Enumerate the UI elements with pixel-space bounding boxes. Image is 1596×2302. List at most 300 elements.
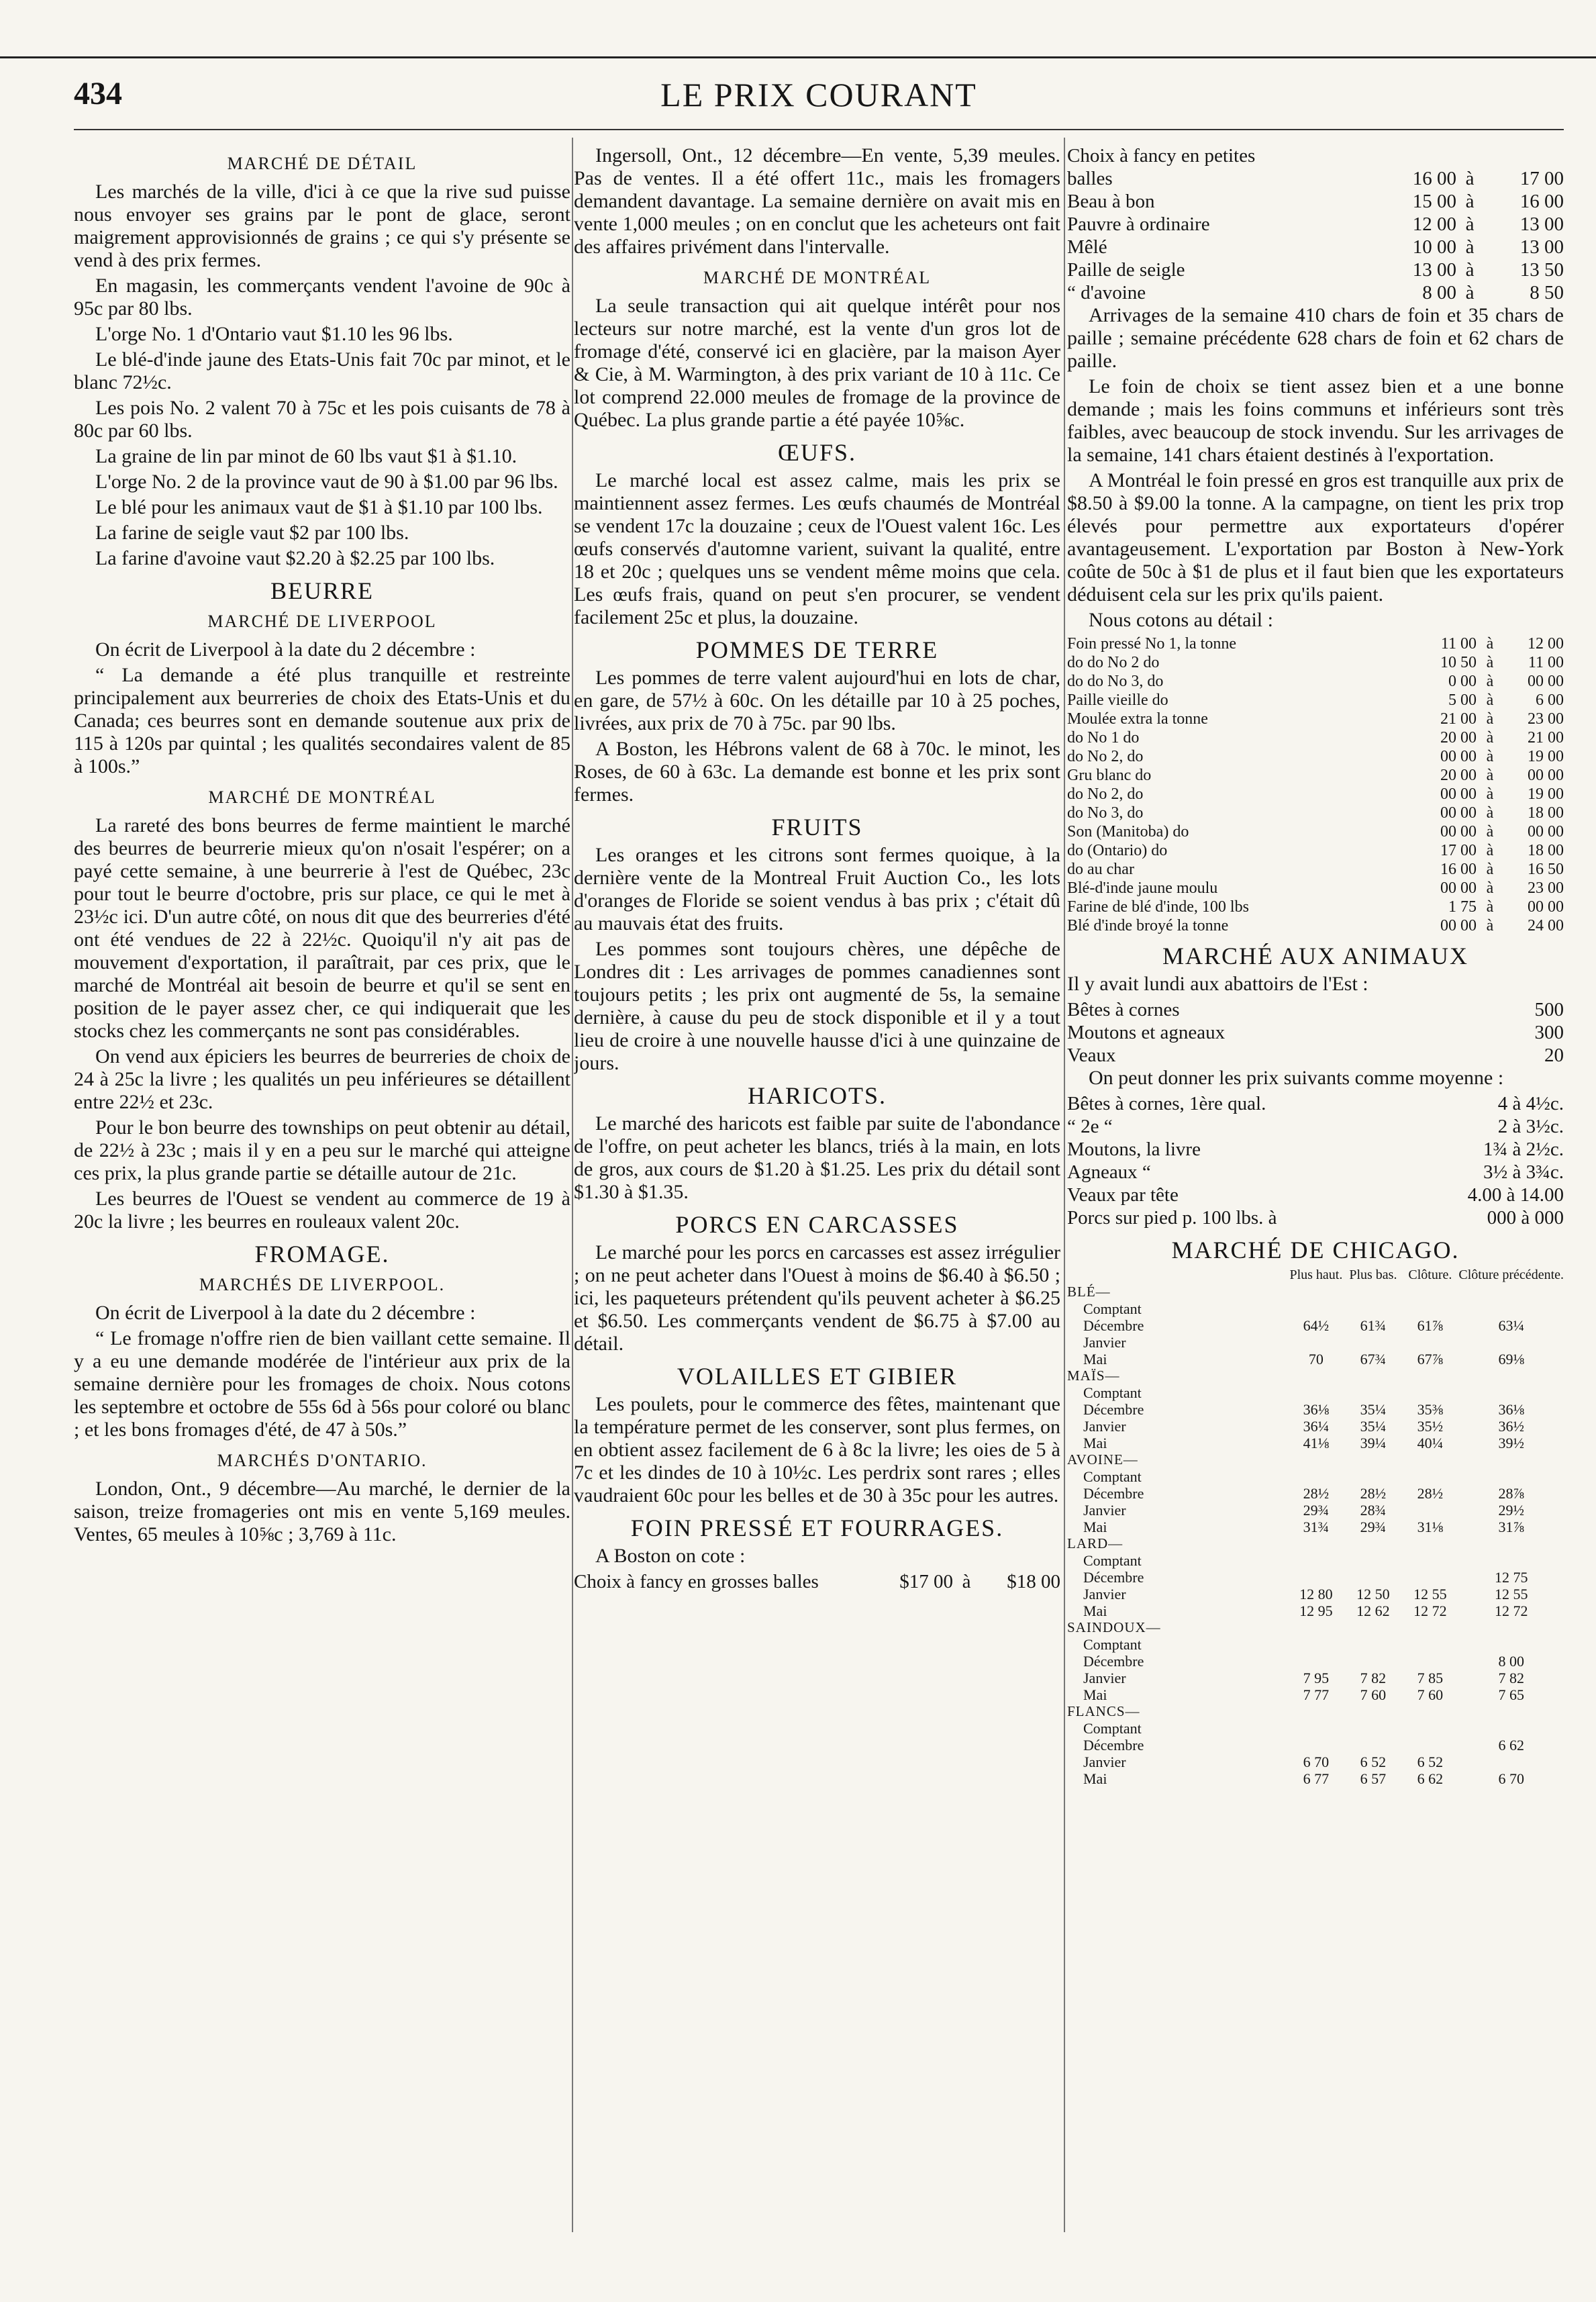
cell-value: 6 77 — [1303, 1770, 1330, 1787]
paragraph: Les pommes sont toujours chères, une dépêche de Londres dit : Les arrivages de pommes canadiennes sont toujours petits ; les prix ont augmenté de 5s, la semaine dernière, à cause du peu de stock disponible et il y a tout lieu de croire à une nouvelle hausse d'ici à une quinzaine de jours. — [574, 938, 1060, 1074]
row-label: Moutons, la livre — [1067, 1139, 1201, 1160]
table-row — [1067, 1569, 1564, 1586]
paragraph: La farine d'avoine vaut $2.20 à $2.25 par 100 lbs. — [95, 547, 495, 569]
row-label: Comptant — [1083, 1468, 1142, 1485]
paragraph: Les poulets, pour le commerce des fêtes, maintenant que la température permet de les conserver, sont plus fermes, on en obtient assez facilement de 6 à 8c la livre; les oies de 5 à 7c et les dindes de 10 à 10½c. Les perdrix sont rares ; elles vaudraient 60c pour les belles et de 30 à 35c pour les autres. — [574, 1393, 1060, 1506]
cell-value: 6 62 — [1498, 1737, 1524, 1754]
cell-value: 31¾ — [1303, 1519, 1330, 1535]
group-label: BLÉ— — [1067, 1284, 1111, 1300]
price-sep: à — [1465, 259, 1475, 281]
section-heading: MARCHÉ DE DÉTAIL — [227, 154, 417, 173]
price-low: 12 00 — [1412, 213, 1456, 235]
group-row — [1067, 1368, 1564, 1384]
table-row — [1067, 1138, 1564, 1161]
row-label: do No 3, do — [1067, 804, 1144, 822]
table-header-row — [1067, 1267, 1564, 1284]
cell-value: 40¼ — [1417, 1435, 1444, 1451]
paragraph: La rareté des bons beurres de ferme maintient le marché des beurres de beurrerie mieux qu'on n'osait l'espérer; on a payé cette semaine, à une beurrerie à l'est de Québec, 23c pour tout le beurre d'octobre, pris sur place, ce qui le met à 23½c ici. D'un autre côté, on nous dit que des beurreries d'été ont été vendues de 22 à 22½c. Quoiqu'il n'y ait pas de mouvement d'exportation, il paraîtrait, par ces prix, que le marché de Montréal ait besoin de beurre et qu'il se sent en position de le payer assez cher, ce qui indiquerait que les stocks chez les commerçants ne sont pas considérables. — [74, 814, 570, 1042]
cell-value: 7 95 — [1303, 1670, 1330, 1686]
row-label: Son (Manitoba) do — [1067, 823, 1189, 841]
row-label: Moutons et agneaux — [1067, 1022, 1226, 1043]
row-label: do No 2, do — [1067, 748, 1144, 765]
price-sep: à — [962, 1571, 971, 1592]
price-sep: à — [1486, 842, 1494, 859]
table-row — [1067, 1184, 1564, 1206]
row-label: Gru blanc do — [1067, 767, 1152, 784]
row-label: Janvier — [1083, 1754, 1126, 1770]
cell-value — [1401, 1468, 1458, 1485]
paragraph: Arrivages de la semaine 410 chars de foin et 35 chars de paille ; semaine précédente 628 chars de foin et 62 chars de paille. — [1067, 304, 1564, 372]
row-label: do do No 2 do — [1067, 654, 1160, 671]
cell-value: 12 55 — [1413, 1586, 1447, 1602]
cell-value — [1401, 1300, 1458, 1317]
cell-value: 7 82 — [1498, 1670, 1524, 1686]
price-sep: à — [1465, 168, 1475, 189]
price-high: 18 00 — [1528, 804, 1564, 822]
cell-value: 41⅛ — [1303, 1435, 1330, 1451]
row-label: Beau à bon — [1067, 191, 1155, 212]
paragraph: Le blé pour les animaux vaut de $1 à $1.10 par 100 lbs. — [95, 496, 543, 518]
paragraph: “ Le fromage n'offre rien de bien vaillant cette semaine. Il y a eu une demande modérée de l'intérieur aux prix de la semaine dernière pour les fromages de choix. Nous cotons les septembre et octobre de 55s 6d à 56s pour coloré ou blanc ; et les bons fromages d'été, de 47 à 50s.” — [74, 1327, 570, 1441]
table-row — [1067, 747, 1564, 766]
price-high: 13 50 — [1519, 259, 1564, 281]
table-row — [1067, 1418, 1564, 1435]
row-label: Choix à fancy en grosses balles — [574, 1571, 819, 1592]
price-high: 19 00 — [1528, 748, 1564, 765]
table-row — [1067, 144, 1564, 167]
table-row — [1067, 672, 1564, 691]
section-heading: POMMES DE TERRE — [695, 636, 939, 663]
row-label: Veaux — [1067, 1045, 1116, 1066]
price-low: 13 00 — [1412, 259, 1456, 281]
table-row — [1067, 1384, 1564, 1401]
foin-table-continued — [1067, 144, 1564, 304]
row-label: Comptant — [1083, 1384, 1142, 1401]
price-sep: à — [1486, 879, 1494, 897]
price-low: $17 00 — [899, 1571, 953, 1592]
table-row — [1067, 1720, 1564, 1737]
subsection-heading: MARCHÉS D'ONTARIO. — [217, 1451, 428, 1470]
row-value: 20 — [1544, 1045, 1564, 1066]
abattoir-table — [1067, 998, 1564, 1067]
table-row — [1067, 1519, 1564, 1535]
table-row — [1067, 1334, 1564, 1351]
price-high: 19 00 — [1528, 785, 1564, 803]
price-low: 21 00 — [1440, 710, 1477, 728]
group-row — [1067, 1284, 1564, 1300]
column-1 — [74, 144, 570, 1549]
table-row — [1067, 213, 1564, 236]
row-label: Paille de seigle — [1067, 259, 1185, 281]
price-high: $18 00 — [1007, 1571, 1060, 1592]
section-heading: MARCHÉ AUX ANIMAUX — [1162, 943, 1469, 969]
cell-value: 7 60 — [1417, 1686, 1444, 1703]
table-row — [574, 1570, 1060, 1593]
page-header — [74, 75, 1564, 122]
table-row — [1067, 258, 1564, 281]
row-label: Décembre — [1083, 1485, 1144, 1502]
table-row — [1067, 822, 1564, 841]
table-row — [1067, 841, 1564, 860]
section-heading: PORCS EN CARCASSES — [675, 1211, 959, 1238]
paragraph: On écrit de Liverpool à la date du 2 décembre : — [95, 638, 476, 661]
cell-value — [1344, 1720, 1401, 1737]
table-row — [1067, 1636, 1564, 1653]
price-sep: à — [1486, 861, 1494, 878]
row-label: Mai — [1083, 1351, 1107, 1368]
paragraph: London, Ont., 9 décembre—Au marché, le dernier de la saison, treize fromageries ont mis en vente 5,169 meules. Ventes, 65 meules à 10⅝c ; 3,769 à 11c. — [74, 1478, 570, 1545]
cell-value — [1401, 1502, 1458, 1519]
table-row — [1067, 1115, 1564, 1138]
cell-value: 7 85 — [1417, 1670, 1444, 1686]
price-low: 16 00 — [1412, 168, 1456, 189]
cell-value — [1401, 1720, 1458, 1737]
cell-value: 64½ — [1303, 1317, 1330, 1334]
top-rule — [0, 56, 1596, 58]
table-row — [1067, 634, 1564, 653]
paragraph: Nous cotons au détail : — [1089, 609, 1273, 631]
table-row — [1067, 1044, 1564, 1067]
price-sep: à — [1486, 673, 1494, 690]
cell-value — [1458, 1636, 1564, 1653]
cell-value — [1458, 1754, 1564, 1770]
row-value: 4 à 4½c. — [1497, 1093, 1564, 1114]
price-low: 10 00 — [1412, 236, 1456, 258]
row-label: Bêtes à cornes — [1067, 999, 1180, 1020]
price-high: 00 00 — [1528, 898, 1564, 916]
detail-price-table — [1067, 634, 1564, 935]
paragraph: En magasin, les commerçants vendent l'avoine de 90c à 95c par 80 lbs. — [74, 275, 570, 320]
price-low: 17 00 — [1440, 842, 1477, 859]
section-heading: ŒUFS. — [777, 439, 857, 466]
cell-value: 7 65 — [1498, 1686, 1524, 1703]
cell-value — [1401, 1737, 1458, 1754]
group-label: FLANCS— — [1067, 1703, 1140, 1719]
price-high: 16 50 — [1528, 861, 1564, 878]
cell-value — [1344, 1636, 1401, 1653]
row-label: Farine de blé d'inde, 100 lbs — [1067, 898, 1249, 916]
group-label: MAÏS— — [1067, 1368, 1120, 1384]
row-label: do do No 3, do — [1067, 673, 1164, 690]
price-sep: à — [1486, 691, 1494, 709]
table-row — [1067, 1485, 1564, 1502]
row-value: 2 à 3½c. — [1497, 1116, 1564, 1137]
cell-value — [1287, 1720, 1344, 1737]
cell-value — [1344, 1737, 1401, 1754]
paragraph: Les oranges et les citrons sont fermes quoique, à la dernière vente de la Montreal Fruit Auction Co., les lots d'oranges de Floride se soient vendus à bas prix ; c'était dû au mauvais état des fruits. — [574, 844, 1060, 934]
cell-value — [1401, 1569, 1458, 1586]
row-label: Décembre — [1083, 1653, 1144, 1670]
row-label: do No 2, do — [1067, 785, 1144, 803]
cell-value: 31⅞ — [1498, 1519, 1524, 1535]
cell-value — [1344, 1653, 1401, 1670]
price-sep: à — [1486, 635, 1494, 653]
row-label: Agneaux “ — [1067, 1161, 1151, 1183]
group-row — [1067, 1703, 1564, 1720]
price-low: 10 50 — [1440, 654, 1477, 671]
column-3 — [1067, 144, 1564, 1787]
table-row — [1067, 1021, 1564, 1044]
cell-value — [1458, 1720, 1564, 1737]
table-row — [1067, 1770, 1564, 1787]
cell-value: 67⅞ — [1417, 1351, 1444, 1368]
cell-value: 6 70 — [1498, 1770, 1524, 1787]
cell-value: 67¾ — [1360, 1351, 1387, 1368]
price-low: 00 00 — [1440, 879, 1477, 897]
foin-table — [574, 1570, 1060, 1593]
cell-value — [1287, 1552, 1344, 1569]
table-row — [1067, 1317, 1564, 1334]
paragraph: On peut donner les prix suivants comme moyenne : — [1089, 1067, 1504, 1089]
row-label: Porcs sur pied p. 100 lbs. à — [1067, 1207, 1277, 1229]
column-divider — [1064, 138, 1065, 2232]
header-rule — [74, 129, 1564, 130]
price-high: 6 00 — [1536, 691, 1564, 709]
cell-value: 35¼ — [1360, 1401, 1387, 1418]
table-row — [1067, 653, 1564, 672]
group-row — [1067, 1619, 1564, 1636]
price-high — [1483, 144, 1564, 167]
cell-value — [1287, 1569, 1344, 1586]
table-row — [1067, 785, 1564, 804]
header-plus-bas: Plus bas. — [1349, 1267, 1397, 1282]
cell-value: 63¼ — [1498, 1317, 1524, 1334]
subsection-heading: MARCHÉ DE LIVERPOOL — [207, 612, 437, 631]
table-row — [1067, 1468, 1564, 1485]
price-sep: à — [1486, 710, 1494, 728]
row-label: Décembre — [1083, 1401, 1144, 1418]
cell-value: 36⅛ — [1498, 1401, 1524, 1418]
price-sep: à — [1486, 729, 1494, 747]
cell-value: 12 72 — [1413, 1602, 1447, 1619]
paragraph: La seule transaction qui ait quelque intérêt pour nos lecteurs sur notre marché, est la vente d'un gros lot de fromage d'été, conservé ici en glacière, par la maison Ayer & Cie, à M. Warmington, à des prix variant de 10 à 11c. Ce lot comprend 22.000 meules de fromage de la province de Québec. La plus grande partie a été payée 10⅝c. — [574, 295, 1060, 431]
cell-value — [1458, 1468, 1564, 1485]
row-label: Comptant — [1083, 1720, 1142, 1737]
row-label: do No 1 do — [1067, 729, 1140, 747]
cell-value — [1458, 1552, 1564, 1569]
price-high: 21 00 — [1528, 729, 1564, 747]
cell-value: 6 52 — [1417, 1754, 1444, 1770]
table-row — [1067, 879, 1564, 898]
section-heading: FOIN PRESSÉ ET FOURRAGES. — [630, 1515, 1004, 1541]
table-row — [1067, 998, 1564, 1021]
section-heading: FRUITS — [771, 814, 863, 841]
cell-value: 12 95 — [1299, 1602, 1333, 1619]
section-heading: VOLAILLES ET GIBIER — [677, 1363, 958, 1390]
cell-value — [1401, 1334, 1458, 1351]
price-high: 23 00 — [1528, 710, 1564, 728]
header-cloture: Clôture. — [1408, 1267, 1452, 1282]
row-label: “ d'avoine — [1067, 282, 1146, 303]
chicago-market-table — [1067, 1267, 1564, 1787]
paragraph: Les marchés de la ville, d'ici à ce que la rive sud puisse nous envoyer ses grains par le pont de glace, seront maigrement approvisionnés de grains ; ce qui s'y présente se vend à des prix fermes. — [74, 181, 570, 271]
cell-value: 69⅛ — [1498, 1351, 1524, 1368]
paragraph: L'orge No. 2 de la province vaut de 90 à $1.00 par 96 lbs. — [95, 471, 558, 493]
table-row — [1067, 916, 1564, 935]
table-row — [1067, 1754, 1564, 1770]
header-cloture-precedente: Clôture précédente. — [1458, 1267, 1564, 1282]
price-sep: à — [1465, 213, 1475, 235]
cell-value — [1287, 1653, 1344, 1670]
row-label: Comptant — [1083, 1636, 1142, 1653]
table-row — [1067, 804, 1564, 822]
price-high: 23 00 — [1528, 879, 1564, 897]
cell-value — [1287, 1384, 1344, 1401]
paragraph: Pour le bon beurre des townships on peut obtenir au détail, de 22½ à 23c ; mais il y en a peu sur le marché qui atteigne ces prix, la plus grande partie se détaille autour de 21c. — [74, 1116, 570, 1184]
cell-value — [1401, 1636, 1458, 1653]
paragraph: “ La demande a été plus tranquille et restreinte principalement aux beurreries de choix des Etats-Unis et du Canada; ces beurres sont en demande soutenue aux prix de 115 à 120s par quintal ; les qualités secondaires valent de 85 à 100s.” — [74, 664, 570, 777]
cell-value: 70 — [1308, 1351, 1324, 1368]
header-blank — [1067, 1267, 1287, 1284]
section-heading: BEURRE — [270, 577, 374, 604]
price-sep: à — [1486, 823, 1494, 841]
price-sep: à — [1465, 236, 1475, 258]
price-low: 8 00 — [1422, 282, 1456, 303]
table-row — [1067, 1401, 1564, 1418]
row-label: do (Ontario) do — [1067, 842, 1168, 859]
cell-value: 7 82 — [1360, 1670, 1387, 1686]
table-row — [1067, 167, 1564, 190]
row-label: Comptant — [1083, 1300, 1142, 1317]
cell-value — [1401, 1384, 1458, 1401]
cell-value: 35⅜ — [1417, 1401, 1444, 1418]
group-label: SAINDOUX— — [1067, 1619, 1161, 1635]
row-label: Décembre — [1083, 1569, 1144, 1586]
row-label: Mai — [1083, 1602, 1107, 1619]
row-label: Mai — [1083, 1770, 1107, 1787]
section-heading: MARCHÉ DE CHICAGO. — [1171, 1237, 1460, 1263]
row-label: Janvier — [1083, 1670, 1126, 1686]
row-value: 1¾ à 2½c. — [1483, 1139, 1564, 1160]
row-label: Pauvre à ordinaire — [1067, 213, 1210, 235]
cell-value: 12 62 — [1356, 1602, 1390, 1619]
cell-value: 6 70 — [1303, 1754, 1330, 1770]
group-label: AVOINE— — [1067, 1451, 1138, 1468]
subsection-heading: MARCHÉ DE MONTRÉAL — [208, 787, 436, 807]
row-label: Mai — [1083, 1519, 1107, 1535]
table-row — [1067, 1092, 1564, 1115]
table-row — [1067, 1686, 1564, 1703]
row-label: Foin pressé No 1, la tonne — [1067, 635, 1236, 653]
price-sep: à — [1465, 191, 1475, 212]
table-row — [1067, 1602, 1564, 1619]
table-row — [1067, 1161, 1564, 1184]
cell-value — [1344, 1569, 1401, 1586]
row-value: 3½ à 3¾c. — [1483, 1161, 1564, 1183]
group-row — [1067, 1451, 1564, 1468]
cell-value: 28½ — [1417, 1485, 1444, 1502]
table-row — [1067, 728, 1564, 747]
price-low: 00 00 — [1440, 748, 1477, 765]
paragraph: Le blé-d'inde jaune des Etats-Unis fait 70c par minot, et le blanc 72½c. — [74, 348, 570, 393]
row-label: Comptant — [1083, 1552, 1142, 1569]
row-label: Veaux par tête — [1067, 1184, 1179, 1206]
price-sep: à — [1486, 767, 1494, 784]
paragraph: Le marché des haricots est faible par suite de l'abondance de l'offre, on peut acheter les blancs, triés à la main, en lots de gros, aux cours de $1.20 à $1.25. Les prix du détail sont $1.30 à $1.35. — [574, 1112, 1060, 1203]
table-row — [1067, 766, 1564, 785]
cell-value — [1287, 1468, 1344, 1485]
header-plus-haut: Plus haut. — [1289, 1267, 1343, 1282]
cell-value: 29¾ — [1303, 1502, 1330, 1519]
table-row — [1067, 1670, 1564, 1686]
row-label: “ 2e “ — [1067, 1116, 1113, 1137]
price-high: 13 00 — [1519, 236, 1564, 258]
table-row — [1067, 1653, 1564, 1670]
price-high: 24 00 — [1528, 917, 1564, 934]
price-low: 5 00 — [1448, 691, 1477, 709]
cell-value: 29½ — [1498, 1502, 1524, 1519]
paragraph: A Montréal le foin pressé en gros est tranquille aux prix de $8.50 à $9.00 la tonne. A la campagne, on tient les prix trop élevés pour permettre aux exportateurs d'opérer avantageusement. L'exportation par Boston à New-York coûte de 50c à $1 de plus et il faut bien que les exportateurs déduisent cela sur les prix qu'ils paient. — [1067, 469, 1564, 606]
cell-value — [1401, 1653, 1458, 1670]
cell-value: 7 77 — [1303, 1686, 1330, 1703]
cell-value: 6 62 — [1417, 1770, 1444, 1787]
cell-value — [1287, 1737, 1344, 1754]
table-row — [1067, 1435, 1564, 1451]
table-row — [1067, 898, 1564, 916]
group-label: LARD— — [1067, 1535, 1124, 1551]
price-low: 20 00 — [1440, 729, 1477, 747]
row-label: Mai — [1083, 1686, 1107, 1703]
price-low — [1376, 144, 1456, 167]
row-label: do au char — [1067, 861, 1134, 878]
cell-value: 28½ — [1303, 1485, 1330, 1502]
table-row — [1067, 190, 1564, 213]
cell-value: 39¼ — [1360, 1435, 1387, 1451]
price-sep: à — [1486, 748, 1494, 765]
row-label: Décembre — [1083, 1317, 1144, 1334]
table-row — [1067, 710, 1564, 728]
row-label: Bêtes à cornes, 1ère qual. — [1067, 1093, 1266, 1114]
paragraph: Les pois No. 2 valent 70 à 75c et les pois cuisants de 78 à 80c par 60 lbs. — [74, 397, 570, 442]
cell-value: 12 80 — [1299, 1586, 1333, 1602]
price-high: 12 00 — [1528, 635, 1564, 653]
table-row — [1067, 236, 1564, 258]
price-high: 8 50 — [1530, 282, 1564, 303]
cell-value: 31⅛ — [1417, 1519, 1444, 1535]
cell-value — [1287, 1636, 1344, 1653]
average-price-table — [1067, 1092, 1564, 1229]
cell-value: 39½ — [1498, 1435, 1524, 1451]
paragraph: L'orge No. 1 d'Ontario vaut $1.10 les 96 lbs. — [95, 323, 453, 345]
group-row — [1067, 1535, 1564, 1552]
price-high: 13 00 — [1519, 213, 1564, 235]
paragraph: La farine de seigle vaut $2 par 100 lbs. — [95, 522, 409, 544]
cell-value: 36½ — [1498, 1418, 1524, 1435]
row-label: Choix à fancy en petites — [1067, 145, 1256, 166]
row-label: Blé-d'inde jaune moulu — [1067, 879, 1218, 897]
price-sep: à — [1486, 654, 1494, 671]
price-low: 00 00 — [1440, 785, 1477, 803]
row-label: balles — [1067, 168, 1113, 189]
price-low: 00 00 — [1440, 804, 1477, 822]
price-high: 18 00 — [1528, 842, 1564, 859]
table-row — [1067, 1502, 1564, 1519]
table-row — [1067, 1586, 1564, 1602]
table-row — [1067, 1737, 1564, 1754]
paragraph: A Boston, les Hébrons valent de 68 à 70c. le minot, les Roses, de 60 à 63c. La demande est bonne et les prix sont fermes. — [574, 738, 1060, 806]
cell-value — [1287, 1334, 1344, 1351]
cell-value: 36¼ — [1303, 1418, 1330, 1435]
cell-value: 36⅛ — [1303, 1401, 1330, 1418]
cell-value: 12 55 — [1494, 1586, 1528, 1602]
paragraph: Le foin de choix se tient assez bien et a une bonne demande ; mais les foins communs et inférieurs sont très faibles, avec beaucoup de stock invendu. Sur les arrivages de la semaine, 141 chars étaient destinés à l'exportation. — [1067, 375, 1564, 466]
row-value: 300 — [1534, 1022, 1564, 1043]
subsection-heading: MARCHÉS DE LIVERPOOL. — [199, 1275, 446, 1294]
column-2 — [574, 144, 1060, 1593]
price-high: 00 00 — [1528, 673, 1564, 690]
table-row — [1067, 1552, 1564, 1569]
paragraph: Les beurres de l'Ouest se vendent au commerce de 19 à 20c la livre ; les beurres en rouleaux valent 20c. — [74, 1188, 570, 1233]
